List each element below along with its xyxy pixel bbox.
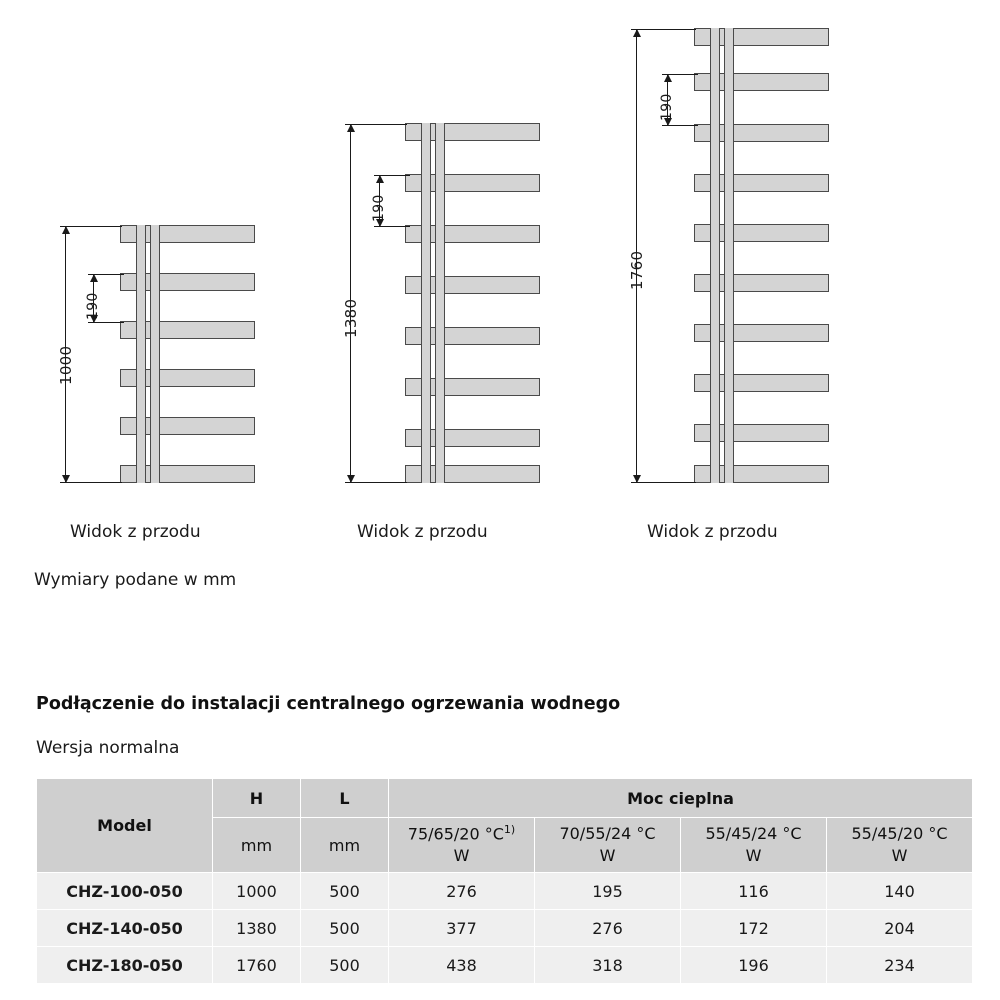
radiator-manifold	[150, 225, 160, 483]
header-power-col-2-label: 70/55/24 °C	[559, 824, 656, 844]
units-note: Wymiary podane w mm	[34, 570, 237, 590]
dimension-arrow-icon	[347, 124, 355, 132]
radiator-manifold	[435, 123, 445, 483]
dimension-arrow-icon	[62, 226, 70, 234]
radiator-manifold	[136, 225, 146, 483]
header-power-col-3	[681, 818, 827, 873]
header-model: Model	[37, 779, 213, 873]
cell-power-2: 276	[535, 910, 681, 947]
dimension-label-total: 1380	[342, 298, 360, 338]
header-power-col-2-unit: W	[599, 846, 616, 865]
cell-model: CHZ-180-050	[37, 947, 213, 984]
dimension-label-spacing: 190	[85, 292, 101, 320]
dimension-extension	[631, 482, 696, 483]
dimension-label-spacing: 190	[371, 194, 387, 222]
cell-model: CHZ-100-050	[37, 873, 213, 910]
cell-power-2: 318	[535, 947, 681, 984]
header-power-col-4-unit: W	[891, 846, 908, 865]
table-row	[37, 910, 973, 947]
cell-power-4: 204	[827, 910, 973, 947]
radiator-manifold	[710, 28, 720, 483]
specification-table	[36, 778, 973, 984]
cell-h: 1380	[213, 910, 301, 947]
cell-power-1: 438	[389, 947, 535, 984]
header-power-col-3-label: 55/45/24 °C	[705, 824, 802, 844]
cell-power-2: 195	[535, 873, 681, 910]
header-power-col-1-unit: W	[453, 846, 470, 866]
cell-power-1: 377	[389, 910, 535, 947]
cell-power-3: 196	[681, 947, 827, 984]
dimension-arrow-icon	[633, 29, 641, 37]
cell-model: CHZ-140-050	[37, 910, 213, 947]
header-power-col-2	[535, 818, 681, 873]
header-power-col-4	[827, 818, 973, 873]
dimension-extension	[631, 29, 696, 30]
dimension-arrow-icon	[347, 475, 355, 483]
header-power-group: Moc cieplna	[389, 779, 973, 818]
section-title: Podłączenie do instalacji centralnego ogrzewania wodnego	[36, 694, 621, 714]
header-power-col-1-label: 75/65/20 °C	[407, 824, 504, 844]
radiator-drawing-1380	[330, 0, 660, 560]
cell-power-4: 140	[827, 873, 973, 910]
dimension-label-total: 1000	[57, 345, 75, 385]
dimension-label-total: 1760	[628, 250, 646, 290]
dimension-arrow-icon	[90, 274, 98, 282]
table-row	[37, 947, 973, 984]
table-row	[37, 873, 973, 910]
cell-h: 1000	[213, 873, 301, 910]
table-header-row-1	[37, 779, 973, 818]
dimension-arrow-icon	[376, 175, 384, 183]
cell-power-3: 172	[681, 910, 827, 947]
section-subtitle: Wersja normalna	[36, 738, 180, 758]
header-power-col-1	[389, 818, 535, 873]
radiator-drawing-1000	[0, 0, 330, 560]
header-l: L	[301, 779, 389, 818]
header-power-col-3-unit: W	[745, 846, 762, 865]
dimension-arrow-icon	[62, 475, 70, 483]
dimension-arrow-icon	[633, 475, 641, 483]
cell-l: 500	[301, 873, 389, 910]
cell-power-1: 276	[389, 873, 535, 910]
drawing-caption: Widok z przodu	[647, 522, 778, 542]
radiator-drawing-1760	[617, 0, 1000, 560]
header-power-col-1-sup: 1)	[503, 823, 516, 837]
cell-power-3: 116	[681, 873, 827, 910]
cell-l: 500	[301, 910, 389, 947]
cell-h: 1760	[213, 947, 301, 984]
dimension-label-spacing: 190	[659, 93, 675, 121]
drawing-caption: Widok z przodu	[357, 522, 488, 542]
drawing-caption: Widok z przodu	[70, 522, 201, 542]
header-power-col-4-label: 55/45/20 °C	[851, 824, 948, 844]
header-h: H	[213, 779, 301, 818]
dimension-arrow-icon	[664, 74, 672, 82]
header-h-unit: mm	[213, 818, 301, 873]
radiator-manifold	[421, 123, 431, 483]
header-l-unit: mm	[301, 818, 389, 873]
cell-l: 500	[301, 947, 389, 984]
radiator-manifold	[724, 28, 734, 483]
cell-power-4: 234	[827, 947, 973, 984]
